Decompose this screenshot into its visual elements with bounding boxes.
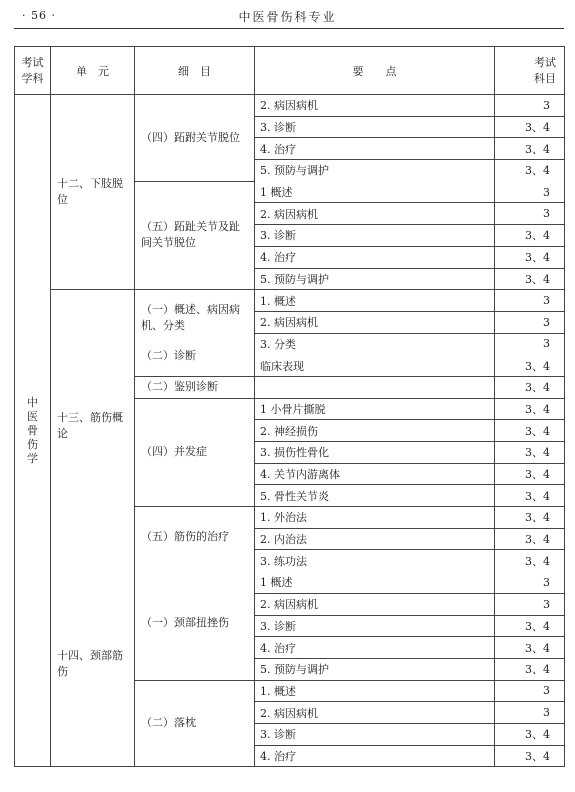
level-cell: 3 — [495, 572, 565, 594]
level-cell: 3、4 — [495, 528, 565, 550]
item-cell — [135, 507, 255, 681]
page-number: · 56 · — [22, 9, 56, 22]
col-header-subject: 考试学科 — [15, 47, 51, 95]
point-cell: 临床表现 — [255, 355, 495, 377]
point-cell — [255, 376, 495, 398]
col-header-points: 要 点 — [255, 47, 495, 95]
point-cell: 2. 病因病机 — [255, 311, 495, 333]
level-cell: 3 — [495, 333, 565, 355]
point-cell: 3. 诊断 — [255, 116, 495, 138]
item-label: （一）概述、病因病机、分类 — [141, 303, 240, 333]
level-cell: 3 — [495, 95, 565, 117]
subject-cell: 中医骨伤学 — [15, 95, 51, 767]
level-cell: 3、4 — [495, 442, 565, 464]
point-cell: 5. 骨性关节炎 — [255, 485, 495, 507]
item-label: （五）筋伤的治疗 — [141, 530, 229, 544]
level-cell: 3 — [495, 311, 565, 333]
point-cell: 3. 分类 — [255, 333, 495, 355]
item-cell: （二）落枕 — [135, 680, 255, 767]
level-cell: 3、4 — [495, 507, 565, 529]
point-cell: 1 概述 — [255, 572, 495, 594]
item-label: （一）颈部扭挫伤 — [141, 616, 229, 630]
point-cell: 1 小骨片撕脱 — [255, 398, 495, 420]
unit-label: 十四、颈部筋伤 — [57, 649, 123, 679]
col-header-item: 细 目 — [135, 47, 255, 95]
level-cell: 3、4 — [495, 268, 565, 290]
level-cell: 3、4 — [495, 658, 565, 680]
level-cell: 3 — [495, 290, 565, 312]
level-cell: 3、4 — [495, 138, 565, 160]
level-cell: 3、4 — [495, 615, 565, 637]
point-cell: 2. 病因病机 — [255, 203, 495, 225]
point-cell: 3. 诊断 — [255, 225, 495, 247]
unit-cell — [51, 290, 135, 767]
col-header-level: 考试科目 — [495, 47, 565, 95]
point-cell: 2. 病因病机 — [255, 593, 495, 615]
point-cell: 5. 预防与调护 — [255, 658, 495, 680]
point-cell: 2. 病因病机 — [255, 702, 495, 724]
point-cell: 4. 治疗 — [255, 246, 495, 268]
point-cell: 4. 治疗 — [255, 138, 495, 160]
level-cell: 3、4 — [495, 398, 565, 420]
point-cell: 3. 损伤性骨化 — [255, 442, 495, 464]
level-cell: 3、4 — [495, 376, 565, 398]
header-rule — [14, 28, 564, 29]
level-cell: 3、4 — [495, 420, 565, 442]
level-cell: 3、4 — [495, 355, 565, 377]
point-cell: 3. 练功法 — [255, 550, 495, 572]
point-cell: 4. 治疗 — [255, 745, 495, 767]
point-cell: 1. 概述 — [255, 290, 495, 312]
point-cell: 2. 内治法 — [255, 528, 495, 550]
level-cell: 3 — [495, 702, 565, 724]
table-row — [15, 290, 565, 312]
page-header-title: 中医骨伤科专业 — [238, 10, 337, 24]
item-cell: （二）鉴别诊断 — [135, 376, 255, 398]
level-cell: 3 — [495, 181, 565, 203]
point-cell: 3. 诊断 — [255, 615, 495, 637]
level-cell: 3、4 — [495, 485, 565, 507]
point-cell: 2. 神经损伤 — [255, 420, 495, 442]
level-cell: 3 — [495, 203, 565, 225]
level-cell: 3、4 — [495, 225, 565, 247]
point-cell: 4. 治疗 — [255, 637, 495, 659]
syllabus-table — [14, 46, 565, 767]
level-cell: 3 — [495, 593, 565, 615]
point-cell: 1. 外治法 — [255, 507, 495, 529]
point-cell: 1 概述 — [255, 181, 495, 203]
point-cell: 2. 病因病机 — [255, 95, 495, 117]
level-cell: 3、4 — [495, 463, 565, 485]
unit-cell: 十二、下肢脱位 — [51, 95, 135, 290]
level-cell: 3、4 — [495, 246, 565, 268]
level-cell: 3、4 — [495, 116, 565, 138]
point-cell: 5. 预防与调护 — [255, 160, 495, 182]
level-cell: 3、4 — [495, 637, 565, 659]
level-cell: 3 — [495, 680, 565, 702]
unit-label: 十三、筋伤概论 — [57, 411, 123, 441]
item-cell: （四）并发症 — [135, 398, 255, 506]
level-cell: 3、4 — [495, 550, 565, 572]
point-cell: 5. 预防与调护 — [255, 268, 495, 290]
table-header-row — [15, 47, 565, 95]
point-cell: 3. 诊断 — [255, 723, 495, 745]
col-header-unit: 单 元 — [51, 47, 135, 95]
item-cell — [135, 290, 255, 377]
point-cell: 1. 概述 — [255, 680, 495, 702]
item-cell: （四）跖跗关节脱位 — [135, 95, 255, 182]
table-row — [15, 95, 565, 117]
level-cell: 3、4 — [495, 160, 565, 182]
level-cell: 3、4 — [495, 723, 565, 745]
level-cell: 3、4 — [495, 745, 565, 767]
item-label: （二）诊断 — [141, 349, 196, 363]
item-cell: （五）跖趾关节及趾间关节脱位 — [135, 181, 255, 289]
point-cell: 4. 关节内游离体 — [255, 463, 495, 485]
